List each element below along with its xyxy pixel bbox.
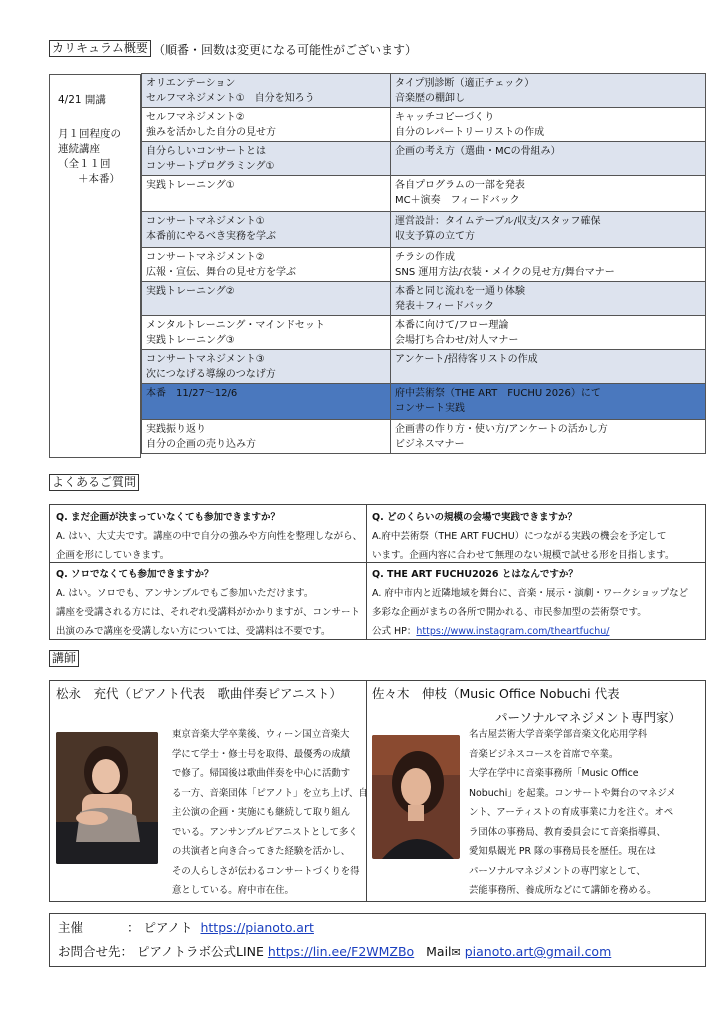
portrait-illustration (56, 732, 158, 864)
curriculum-title: カリキュラム概要 (49, 40, 151, 57)
curriculum-line: 発表＋フィードバック (395, 301, 494, 312)
curriculum-line: 本番に向けて/フロー理論 (395, 320, 509, 331)
curriculum-line: 音楽歴の棚卸し (395, 93, 465, 104)
faq-question: Q. ソロでなくても参加できますか？ (56, 569, 214, 580)
curriculum-row (141, 142, 706, 176)
curriculum-content (390, 383, 706, 420)
curriculum-line: 府中芸術祭（THE ART FUCHU 2026）にて (395, 388, 601, 399)
curriculum-topic (141, 73, 391, 108)
curriculum-row (141, 248, 706, 282)
bio-line: その人らしさが伝わるコンサートづくりを得 (172, 865, 360, 877)
curriculum-line: オリエンテーション (146, 78, 236, 89)
faq-item (366, 505, 706, 565)
curriculum-row (141, 212, 706, 248)
faq-answer-line: います。企画内容に合わせて無理のない規模で試せる形を目指します。 (372, 550, 675, 561)
instructor-title: パーソナルマネジメント専門家） (495, 710, 682, 725)
curriculum-line: 本番前にやるべき実務を学ぶ (146, 231, 276, 242)
curriculum-line: 収支予算の立て方 (395, 231, 475, 242)
bio-line: 名古屋芸術大学音楽学部音楽文化応用学科 (469, 729, 648, 740)
curriculum-table (49, 74, 706, 458)
curriculum-line: 強みを活かした自分の見せ方 (146, 127, 276, 138)
faq-table (49, 504, 706, 640)
faq-answer-line: A. はい、大丈夫です。講座の中で自分の強みや方向性を整理しながら、 (56, 531, 363, 542)
faq-answer-line: 多彩な企画がまちの各所で開かれる、市民参加型の芸術祭です。 (372, 607, 647, 618)
curriculum-topic (141, 175, 391, 212)
faq-answer-line: A.府中芸術祭（THE ART FUCHU）につながる実践の機会を予定して (372, 531, 667, 542)
contact-box (49, 913, 706, 967)
bio-line: で修了。帰国後は歌曲伴奏を中心に活動す (172, 768, 351, 779)
curriculum-line: 運営設計：タイムテーブル/収支/スタッフ確保 (395, 216, 601, 227)
curriculum-line: 各自プログラムの一部を発表 (395, 180, 525, 191)
email-link[interactable]: pianoto.art@gmail.com (464, 944, 612, 959)
curriculum-line: キャッチコピーづくり (395, 112, 495, 123)
curriculum-line: コンサートマネジメント③ (146, 354, 265, 365)
faq-answer-line: A. 府中市内と近隣地域を舞台に、音楽・展示・演劇・ワークショップなど (372, 588, 689, 599)
curriculum-row (141, 350, 706, 384)
mail-icon: ✉ (451, 946, 461, 959)
curriculum-schedule-cell (49, 74, 141, 458)
curriculum-row (141, 282, 706, 316)
curriculum-row (141, 384, 706, 420)
faq-item (50, 505, 366, 565)
curriculum-topic (141, 281, 391, 316)
curriculum-line: セルフマネジメント① 自分を知ろう (146, 93, 315, 104)
curriculum-topic (141, 349, 391, 384)
bio-line: 主公演の企画・実施にも継続して取り組ん (172, 807, 351, 818)
faq-link-line (372, 622, 700, 641)
faq-item (50, 562, 366, 641)
curriculum-content (390, 211, 706, 248)
curriculum-line: コンサートマネジメント① (146, 216, 265, 227)
sponsor-line (58, 918, 314, 936)
curriculum-line: アンケート/招待客リストの作成 (395, 354, 538, 365)
curriculum-line: 企画書の作り方・使い方/アンケートの活かし方 (395, 424, 608, 435)
instagram-link[interactable]: https://www.instagram.com/theartfuchu/ (416, 626, 610, 637)
instructor-bio (469, 725, 676, 901)
curriculum-line: チラシの作成 (395, 252, 455, 263)
bio-line: 愛知県観光 PR 隊の事務局長を歴任。現在は (469, 846, 656, 857)
curriculum-note: （順番・回数は変更になる可能性がございます） (153, 43, 418, 57)
curriculum-line: 自分らしいコンサートとは (146, 146, 266, 157)
contact-line (58, 942, 611, 960)
curriculum-line: SNS 運用方法/衣装・メイクの見せ方/舞台マナー (395, 267, 615, 278)
faq-title: よくあるご質問 (49, 474, 139, 491)
curriculum-row (141, 108, 706, 142)
schedule-start: 4/21 開講 (58, 94, 106, 106)
curriculum-topic (141, 383, 391, 420)
curriculum-content (390, 107, 706, 142)
line-label: ピアノトラボ公式LINE (137, 944, 264, 959)
curriculum-topic (141, 315, 391, 350)
curriculum-line: 本番 11/27～12/6 (146, 388, 238, 399)
curriculum-topic (141, 141, 391, 176)
bio-line: 芸能事務所、養成所などにて講師を務める。 (469, 885, 657, 896)
curriculum-line: 広報・宣伝、舞台の見せ方を学ぶ (146, 267, 296, 278)
faq-answer-line: 講座を受講される方には、それぞれ受講料がかかりますが、コンサート (56, 607, 361, 618)
faq-link-label: 公式 HP： (372, 626, 417, 637)
schedule-plus: ＋本番） (78, 173, 120, 185)
curriculum-topic (141, 419, 391, 454)
curriculum-line: MC＋演奏 フィードバック (395, 195, 520, 206)
curriculum-line: 本番と同じ流れを一通り体験 (395, 286, 525, 297)
curriculum-line: メンタルトレーニング・マインドセット (146, 320, 325, 331)
curriculum-row (141, 176, 706, 212)
faq-answer-line: A. はい。ソロでも、アンサンブルでもご参加いただけます。 (56, 588, 314, 599)
curriculum-line: タイプ別診断（適正チェック） (395, 78, 535, 89)
website-link[interactable]: https://pianoto.art (200, 920, 314, 935)
sponsor-name: ピアノト (143, 920, 193, 935)
bio-line: ラ団体の事務局、教育委員会にて音楽指導員、 (469, 826, 666, 838)
faq-answer-line: 企画を形にしていきます。 (56, 550, 170, 561)
instructors-table (49, 680, 706, 902)
curriculum-line: コンサート実践 (395, 403, 465, 414)
curriculum-line: セルフマネジメント② (146, 112, 245, 123)
curriculum-line: 企画の考え方（選曲・MCの骨組み） (395, 146, 561, 157)
instructor-bio (172, 725, 368, 901)
curriculum-row (141, 74, 706, 108)
curriculum-row (141, 420, 706, 454)
curriculum-content (390, 281, 706, 316)
instructor-name: 松永 充代（ピアノト代表 歌曲伴奏ピアニスト） (56, 686, 342, 701)
curriculum-content (390, 419, 706, 454)
faq-question: Q. まだ企画が決まっていなくても参加できますか？ (56, 512, 280, 523)
curriculum-topic (141, 211, 391, 248)
bio-line: 音楽ビジネスコースを首席で卒業。 (469, 748, 619, 760)
curriculum-line: ビジネスマナー (395, 439, 465, 450)
faq-answer-line: 出演のみで講座を受講しない方については、受講料は不要です。 (56, 626, 331, 637)
bio-line: ント、アーティストの育成事業に力を注ぐ。オペ (469, 807, 674, 818)
curriculum-content (390, 175, 706, 212)
curriculum-line: 実践トレーニング③ (146, 335, 235, 346)
bio-line: 意としている。府中市在住。 (172, 885, 294, 896)
sponsor-separator: ： (127, 920, 140, 935)
curriculum-content (390, 315, 706, 350)
instructor-name: 佐々木 伸枝（Music Office Nobuchi 代表 (372, 686, 620, 701)
faq-item (366, 562, 706, 641)
curriculum-row (141, 316, 706, 350)
line-link[interactable]: https://lin.ee/F2WMZBo (267, 944, 415, 959)
bio-line: 東京音楽大学卒業後、ウィーン国立音楽大 (172, 729, 350, 740)
curriculum-line: 実践振り返り (146, 424, 206, 435)
sponsor-label: 主催 (58, 920, 84, 935)
curriculum-content (390, 247, 706, 282)
curriculum-line: 次につなげる導線のつなげ方 (146, 369, 276, 380)
curriculum-content (390, 349, 706, 384)
bio-line: 学にて学士・修士号を取得、最優秀の成績 (172, 748, 351, 760)
curriculum-content (390, 141, 706, 176)
bio-line: る一方、音楽団体「ピアノト」を立ち上げ、自 (172, 787, 368, 799)
portrait-illustration (372, 735, 460, 859)
curriculum-line: 実践トレーニング② (146, 286, 235, 297)
bio-line: Nobuchi」を起業。コンサートや舞台のマネジメ (469, 787, 676, 799)
bio-line: でいる。アンサンブルピアニストとして多く (172, 826, 358, 838)
faq-question: Q. THE ART FUCHU2026 とはなんですか？ (372, 569, 578, 580)
schedule-series: 連続講座 (58, 143, 100, 155)
instructor-photo (56, 732, 158, 864)
curriculum-line: 自分の企画の売り込み方 (146, 439, 256, 450)
schedule-count: （全１１回 (58, 158, 111, 170)
curriculum-line: 自分のレパートリーリストの作成 (395, 127, 545, 138)
contact-label: お問合せ先： (58, 944, 134, 959)
bio-line: 大学在学中に音楽事務所「Music Office (469, 768, 639, 779)
schedule-frequency: 月１回程度の (58, 128, 121, 140)
faq-question: Q. どのくらいの規模の会場で実践できますか？ (372, 512, 577, 523)
instructors-title: 講師 (49, 650, 79, 667)
bio-line: パーソナルマネジメントの専門家として、 (469, 865, 646, 877)
curriculum-line: コンサートマネジメント② (146, 252, 265, 263)
curriculum-line: コンサートプログラミング① (146, 161, 275, 172)
mail-label: Mail (426, 944, 452, 959)
curriculum-line: 会場打ち合わせ/対人マナー (395, 335, 519, 346)
instructor-photo (372, 735, 460, 859)
curriculum-content (390, 73, 706, 108)
curriculum-topic (141, 107, 391, 142)
bio-line: の共演者と向き合ってきた経験を活かし、 (172, 846, 351, 857)
curriculum-topic (141, 247, 391, 282)
curriculum-line: 実践トレーニング① (146, 180, 235, 191)
